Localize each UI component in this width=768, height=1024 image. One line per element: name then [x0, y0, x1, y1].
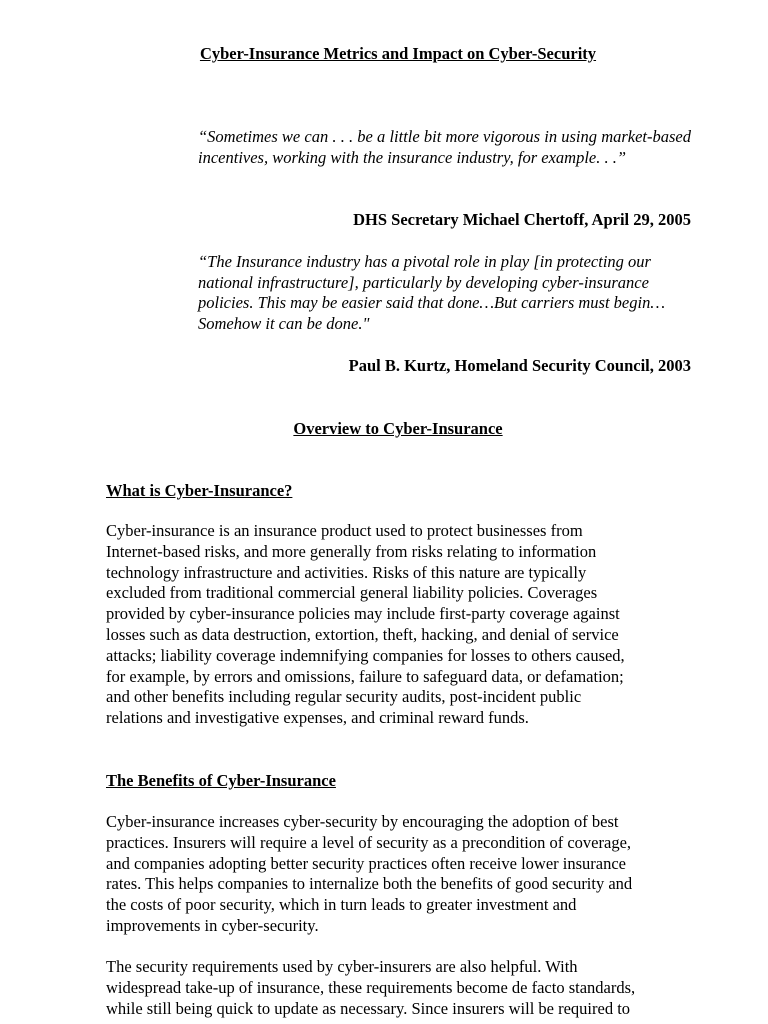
paragraph-line: and other benefits including regular security audits, post-incident public	[106, 687, 582, 707]
paragraph-line: while still being quick to update as necessary. Since insurers will be required to	[106, 998, 631, 1018]
paragraph-line: Cyber-insurance increases cyber-security by encouraging the adoption of best	[106, 812, 619, 831]
paragraph-line: and companies adopting better security practices often receive lower insurance	[106, 853, 626, 873]
quote-attribution-kurtz: Paul B. Kurtz, Homeland Security Council, 2003	[348, 356, 691, 375]
paragraph-line: widespread take-up of insurance, these requirements become de facto standards,	[106, 977, 636, 997]
paragraph-benefits-2	[106, 957, 696, 1019]
paragraph-line: Cyber-insurance is an insurance product used to protect businesses from	[106, 521, 583, 540]
paragraph-line: losses such as data destruction, extortion, theft, hacking, and denial of service	[106, 624, 619, 644]
paragraph-line: Internet-based risks, and more generally from risks relating to information	[106, 541, 597, 561]
paragraph-benefits-1	[106, 812, 696, 937]
paragraph-line: improvements in cyber-security.	[106, 915, 319, 935]
section-heading-what-is: What is Cyber-Insurance?	[106, 481, 293, 500]
paragraph-line: provided by cyber-insurance policies may include first-party coverage against	[106, 604, 620, 624]
paragraph-line: relations and investigative expenses, and criminal reward funds.	[106, 708, 529, 728]
paragraph-line: excluded from traditional commercial general liability policies. Coverages	[106, 583, 598, 603]
paragraph-line: the costs of poor security, which in turn leads to greater investment and	[106, 895, 577, 915]
paragraph-line: for example, by errors and omissions, failure to safeguard data, or defamation;	[106, 666, 624, 686]
paragraph-line: practices. Insurers will require a level of security as a precondition of coverage,	[106, 832, 632, 852]
paragraph-line: technology infrastructure and activities. Risks of this nature are typically	[106, 562, 587, 582]
document-title: Cyber-Insurance Metrics and Impact on Cyber-Security	[199, 44, 597, 63]
paragraph-line: attacks; liability coverage indemnifying companies for losses to others caused,	[106, 645, 625, 665]
paragraph-what-is	[106, 521, 696, 729]
quote-attribution-chertoff: DHS Secretary Michael Chertoff, April 29, 2005	[353, 210, 691, 229]
section-heading-benefits: The Benefits of Cyber-Insurance	[106, 771, 336, 790]
paragraph-line: The security requirements used by cyber-insurers are also helpful. With	[106, 957, 578, 976]
quote-chertoff: “Sometimes we can . . . be a little bit more vigorous in using market-based incentives, working with the insurance industry, for example. . .”	[198, 127, 691, 167]
overview-heading: Overview to Cyber-Insurance	[293, 419, 503, 438]
quote-kurtz: “The Insurance industry has a pivotal role in play [in protecting our national infrastructure], particularly by developing cyber-insurance policies. This may be easier said that done…But carriers must begin…Somehow it can be done."	[198, 252, 666, 333]
paragraph-line: rates. This helps companies to internalize both the benefits of good security and	[106, 874, 633, 894]
